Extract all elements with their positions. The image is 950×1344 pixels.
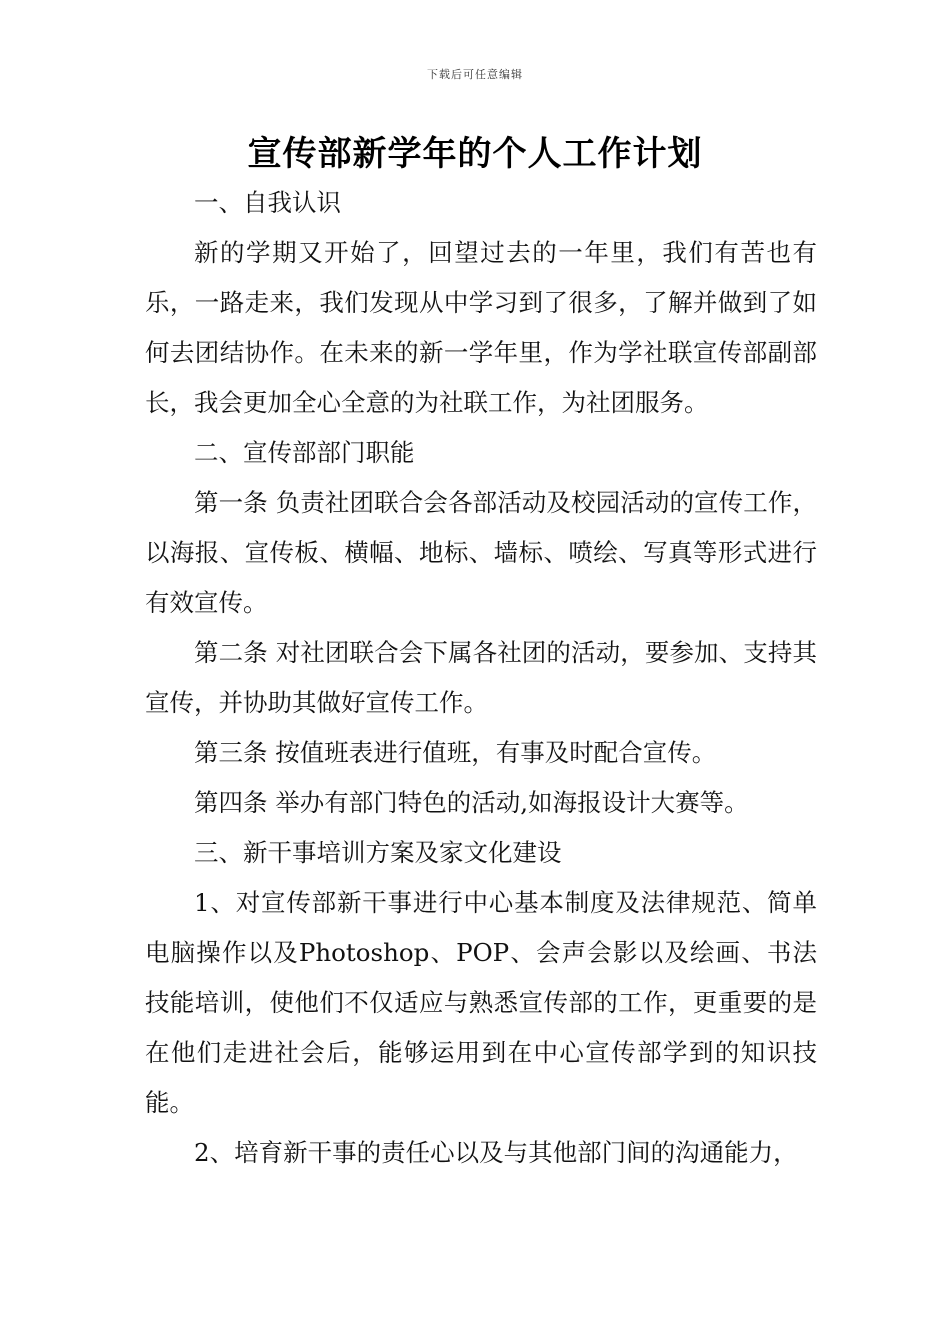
paragraph-intro: 新的学期又开始了，回望过去的一年里，我们有苦也有乐，一路走来，我们发现从中学习到了很多，了解并做到了如何去团结协作。在未来的新一学年里，作为学社联宣传部副部长，我会更加全心全意的为社联工作，为社团服务。 bbox=[145, 238, 817, 417]
document-body bbox=[145, 178, 817, 1178]
header-note: 下载后可任意编辑 bbox=[427, 68, 523, 81]
paragraph-article-2: 第二条 对社团联合会下属各社团的活动，要参加、支持其宣传，并协助其做好宣传工作。 bbox=[145, 638, 817, 717]
paragraph-training-item-2: 2、培育新干事的责任心以及与其他部门间的沟通能力， bbox=[194, 1138, 798, 1167]
paragraph-article-3: 第三条 按值班表进行值班，有事及时配合宣传。 bbox=[194, 738, 717, 767]
section-heading-training-plan: 三、新干事培训方案及家文化建设 bbox=[194, 838, 562, 867]
document-title: 宣传部新学年的个人工作计划 bbox=[247, 134, 703, 174]
section-heading-self-awareness: 一、自我认识 bbox=[194, 188, 341, 217]
paragraph-article-1: 第一条 负责社团联合会各部活动及校园活动的宣传工作，以海报、宣传板、横幅、地标、墙标、喷绘、写真等形式进行有效宣传。 bbox=[145, 488, 817, 617]
paragraph-training-item-1: 1、对宣传部新干事进行中心基本制度及法律规范、简单电脑操作以及Photoshop、POP、会声会影以及绘画、书法技能培训，使他们不仅适应与熟悉宣传部的工作，更重要的是在他们走进社会后，能够运用到在中心宣传部学到的知识技能。 bbox=[145, 888, 817, 1117]
section-heading-department-functions: 二、宣传部部门职能 bbox=[194, 438, 415, 467]
paragraph-article-4: 第四条 举办有部门特色的活动,如海报设计大赛等。 bbox=[194, 788, 749, 817]
